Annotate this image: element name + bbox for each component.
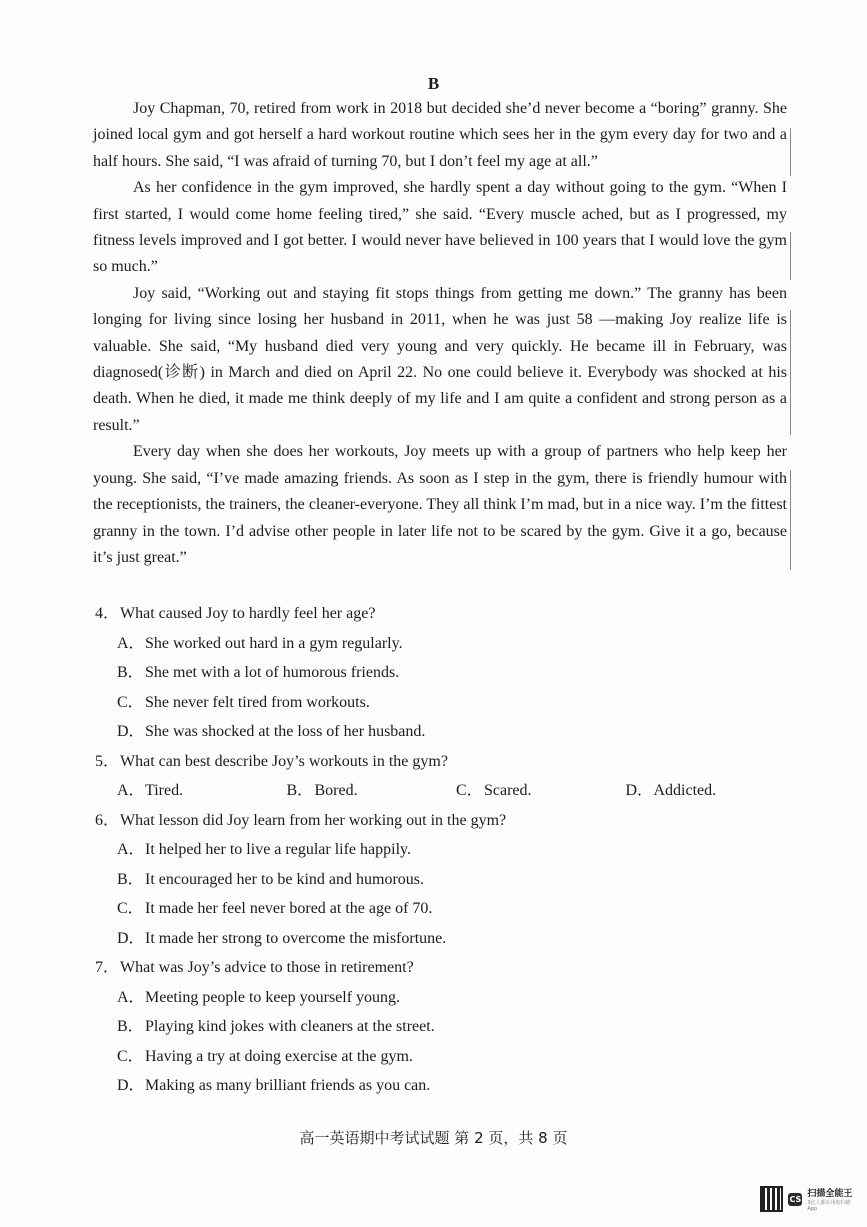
option-text: Addicted. <box>653 782 717 799</box>
option-letter: B． <box>117 1018 144 1035</box>
option-text: She was shocked at the loss of her husband. <box>145 723 426 740</box>
option-text: She never felt tired from workouts. <box>145 693 370 711</box>
option-letter: D． <box>117 929 145 947</box>
option-text: Playing kind jokes with cleaners at the street. <box>145 1018 435 1035</box>
option-text: It made her strong to overcome the misfortune. <box>145 929 447 947</box>
scanner-subtitle: 3亿人都在用的扫描App <box>807 1200 851 1212</box>
option-text: Meeting people to keep yourself young. <box>145 988 401 1006</box>
question-text: What caused Joy to hardly feel her age? <box>120 605 376 622</box>
option-letter: A． <box>117 782 145 799</box>
option-text: Making as many brilliant friends as you can. <box>145 1077 431 1094</box>
answer-option[interactable] <box>95 658 795 688</box>
option-letter: C． <box>117 693 144 711</box>
passage-paragraph: As her confidence in the gym improved, she hardly spent a day without going to the gym. “When I first started, I would come home feeling tired,” she said. “Every muscle ached, but as I progressed, my fitness levels improved and I got better. I would never have believed in 100 years that I would love the gym so much.” <box>93 179 787 276</box>
option-letter: C． <box>456 782 483 799</box>
option-text: It encouraged her to be kind and humorous. <box>145 870 425 888</box>
option-letter: A． <box>117 988 145 1006</box>
question-block <box>95 747 795 806</box>
scanner-name: 扫描全能王 <box>807 1189 853 1199</box>
option-text: Having a try at doing exercise at the gym. <box>145 1047 413 1065</box>
option-letter: C． <box>117 900 144 917</box>
option-letter: D． <box>117 1077 145 1094</box>
reading-passage <box>93 96 787 571</box>
answer-option[interactable] <box>456 776 626 806</box>
option-text: She met with a lot of humorous friends. <box>145 664 400 681</box>
question-block <box>95 806 795 954</box>
option-text: She worked out hard in a gym regularly. <box>145 634 403 652</box>
answer-option[interactable] <box>626 776 796 806</box>
page-footer: 高一英语期中考试试题 第 2 页，共 8 页 <box>299 1129 568 1147</box>
question-stem <box>95 599 795 629</box>
page-edge-line <box>790 128 791 176</box>
option-letter: C． <box>117 1047 144 1065</box>
question-number: 5． <box>95 752 120 770</box>
question-text: What lesson did Joy learn from her working out in the gym? <box>120 811 507 829</box>
section-title: B <box>427 74 440 93</box>
scanner-text <box>807 1186 854 1212</box>
passage-paragraph: Joy said, “Working out and staying fit stops things from getting me down.” The granny has been longing for living since losing her husband in 2011, when he was just 58 —making Joy realize life is valuable. She said, “My husband died very young and very quickly. He became ill in February, was diagnosed(诊断) in March and died on April 22. No one could believe it. Everybody was shocked at his death. When he died, it made me think deeply of my life and I am quite a confident and strong person as a result.” <box>93 284 787 434</box>
option-text: Tired. <box>145 782 184 799</box>
answer-option[interactable] <box>95 717 795 747</box>
question-stem <box>95 806 795 836</box>
option-letter: A． <box>117 841 145 858</box>
answer-option[interactable] <box>95 924 795 954</box>
question-text: What was Joy’s advice to those in retirement? <box>120 959 414 976</box>
option-letter: A． <box>117 634 145 652</box>
answer-option[interactable] <box>95 835 795 865</box>
option-text: It helped her to live a regular life happily. <box>145 841 411 858</box>
option-letter: B． <box>117 664 144 681</box>
page-edge-line <box>790 470 791 570</box>
passage-paragraph: Every day when she does her workouts, Joy meets up with a group of partners who help keep her young. She said, “I’ve made amazing friends. As soon as I step in the gym, there is friendly humour with the receptionists, the trainers, the cleaner-everyone. They all think I’m mad, but in a nice way. I’m the fittest granny in the town. I’d advise other people in later life not to be scared by the gym. Give it a go, because it’s just great.” <box>93 443 787 566</box>
passage-paragraph: Joy Chapman, 70, retired from work in 2018 but decided she’d never become a “boring” granny. She joined local gym and got herself a hard workout routine which sees her in the gym every day for two and a half hours. She said, “I was afraid of turning 70, but I don’t feel my age at all.” <box>93 100 787 170</box>
qr-code-icon <box>760 1186 783 1212</box>
question-block <box>95 599 795 747</box>
option-letter: B． <box>286 782 314 799</box>
answer-option-row <box>95 776 795 806</box>
scanner-watermark <box>760 1180 854 1218</box>
question-stem <box>95 953 795 983</box>
option-letter: D． <box>117 723 145 740</box>
scanner-logo-icon: CS <box>789 1194 802 1204</box>
answer-option[interactable] <box>117 776 287 806</box>
answer-option[interactable] <box>95 629 795 659</box>
answer-option[interactable] <box>95 1042 795 1072</box>
answer-option[interactable] <box>95 688 795 718</box>
option-text: Bored. <box>314 782 358 799</box>
question-number: 4． <box>95 605 120 622</box>
question-stem <box>95 747 795 777</box>
option-text: It made her feel never bored at the age of 70. <box>145 900 433 917</box>
answer-option[interactable] <box>95 1012 795 1042</box>
answer-option[interactable] <box>95 894 795 924</box>
question-number: 7． <box>95 959 120 976</box>
answer-option[interactable] <box>95 983 795 1013</box>
answer-option[interactable] <box>95 1071 795 1101</box>
question-text: What can best describe Joy’s workouts in the gym? <box>120 752 448 770</box>
answer-option[interactable] <box>287 776 457 806</box>
page-edge-line <box>790 232 791 280</box>
option-letter: B． <box>117 870 144 888</box>
answer-option[interactable] <box>95 865 795 895</box>
question-number: 6． <box>95 811 120 829</box>
option-text: Scared. <box>484 782 532 799</box>
question-list <box>95 599 795 1101</box>
option-letter: D． <box>625 782 654 799</box>
question-block <box>95 953 795 1101</box>
page-edge-line <box>790 310 791 435</box>
